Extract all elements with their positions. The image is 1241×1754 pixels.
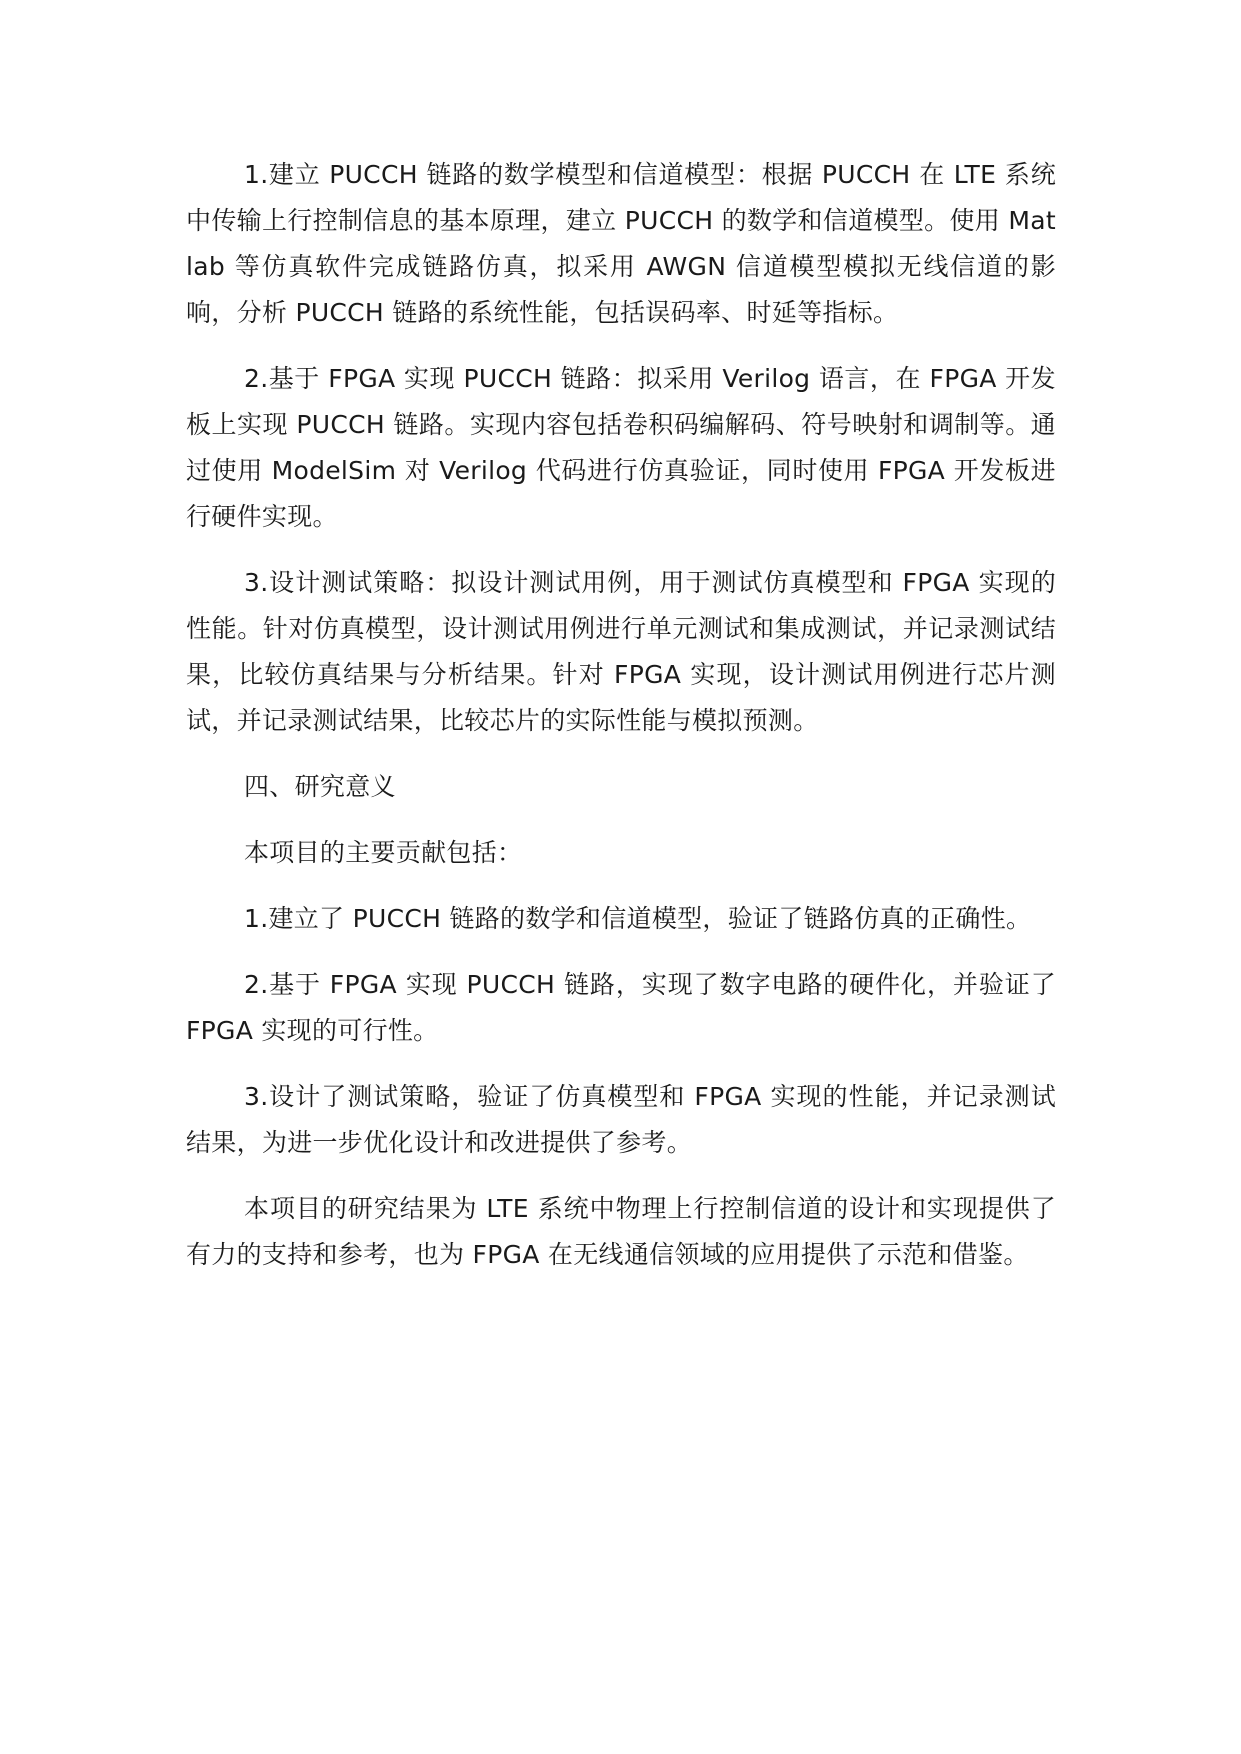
paragraph-method-3: 3.设计测试策略：拟设计测试用例，用于测试仿真模型和 FPGA 实现的性能。针对仿真模型，设计测试用例进行单元测试和集成测试，并记录测试结果，比较仿真结果与分析结果。针对 FPGA 实现，设计测试用例进行芯片测试，并记录测试结果，比较芯片的实际性能与模拟预测。: [186, 568, 1056, 735]
paragraph-method-2: 2.基于 FPGA 实现 PUCCH 链路：拟采用 Verilog 语言，在 FPGA 开发板上实现 PUCCH 链路。实现内容包括卷积码编解码、符号映射和调制等。通过使用 ModelSim 对 Verilog 代码进行仿真验证，同时使用 FPGA 开发板进行硬件实现。: [186, 364, 1056, 531]
paragraph-method-1: 1.建立 PUCCH 链路的数学模型和信道模型：根据 PUCCH 在 LTE 系统中传输上行控制信息的基本原理，建立 PUCCH 的数学和信道模型。使用 Matlab 等仿真软件完成链路仿真，拟采用 AWGN 信道模型模拟无线信道的影响，分析 PUCCH 链路的系统性能，包括误码率、时延等指标。: [186, 160, 1056, 327]
paragraph-conclusion: 本项目的研究结果为 LTE 系统中物理上行控制信道的设计和实现提供了有力的支持和参考，也为 FPGA 在无线通信领域的应用提供了示范和借鉴。: [186, 1194, 1056, 1269]
paragraph-contribution-1: 1.建立了 PUCCH 链路的数学和信道模型，验证了链路仿真的正确性。: [244, 904, 1032, 933]
document-body: [186, 152, 1056, 1278]
section-heading: 四、研究意义: [244, 772, 396, 801]
paragraph-intro: 本项目的主要贡献包括：: [244, 838, 523, 867]
paragraph-contribution-2: 2.基于 FPGA 实现 PUCCH 链路，实现了数字电路的硬件化，并验证了 FPGA 实现的可行性。: [186, 970, 1056, 1045]
paragraph-contribution-3: 3.设计了测试策略，验证了仿真模型和 FPGA 实现的性能，并记录测试结果，为进一步优化设计和改进提供了参考。: [186, 1082, 1056, 1157]
